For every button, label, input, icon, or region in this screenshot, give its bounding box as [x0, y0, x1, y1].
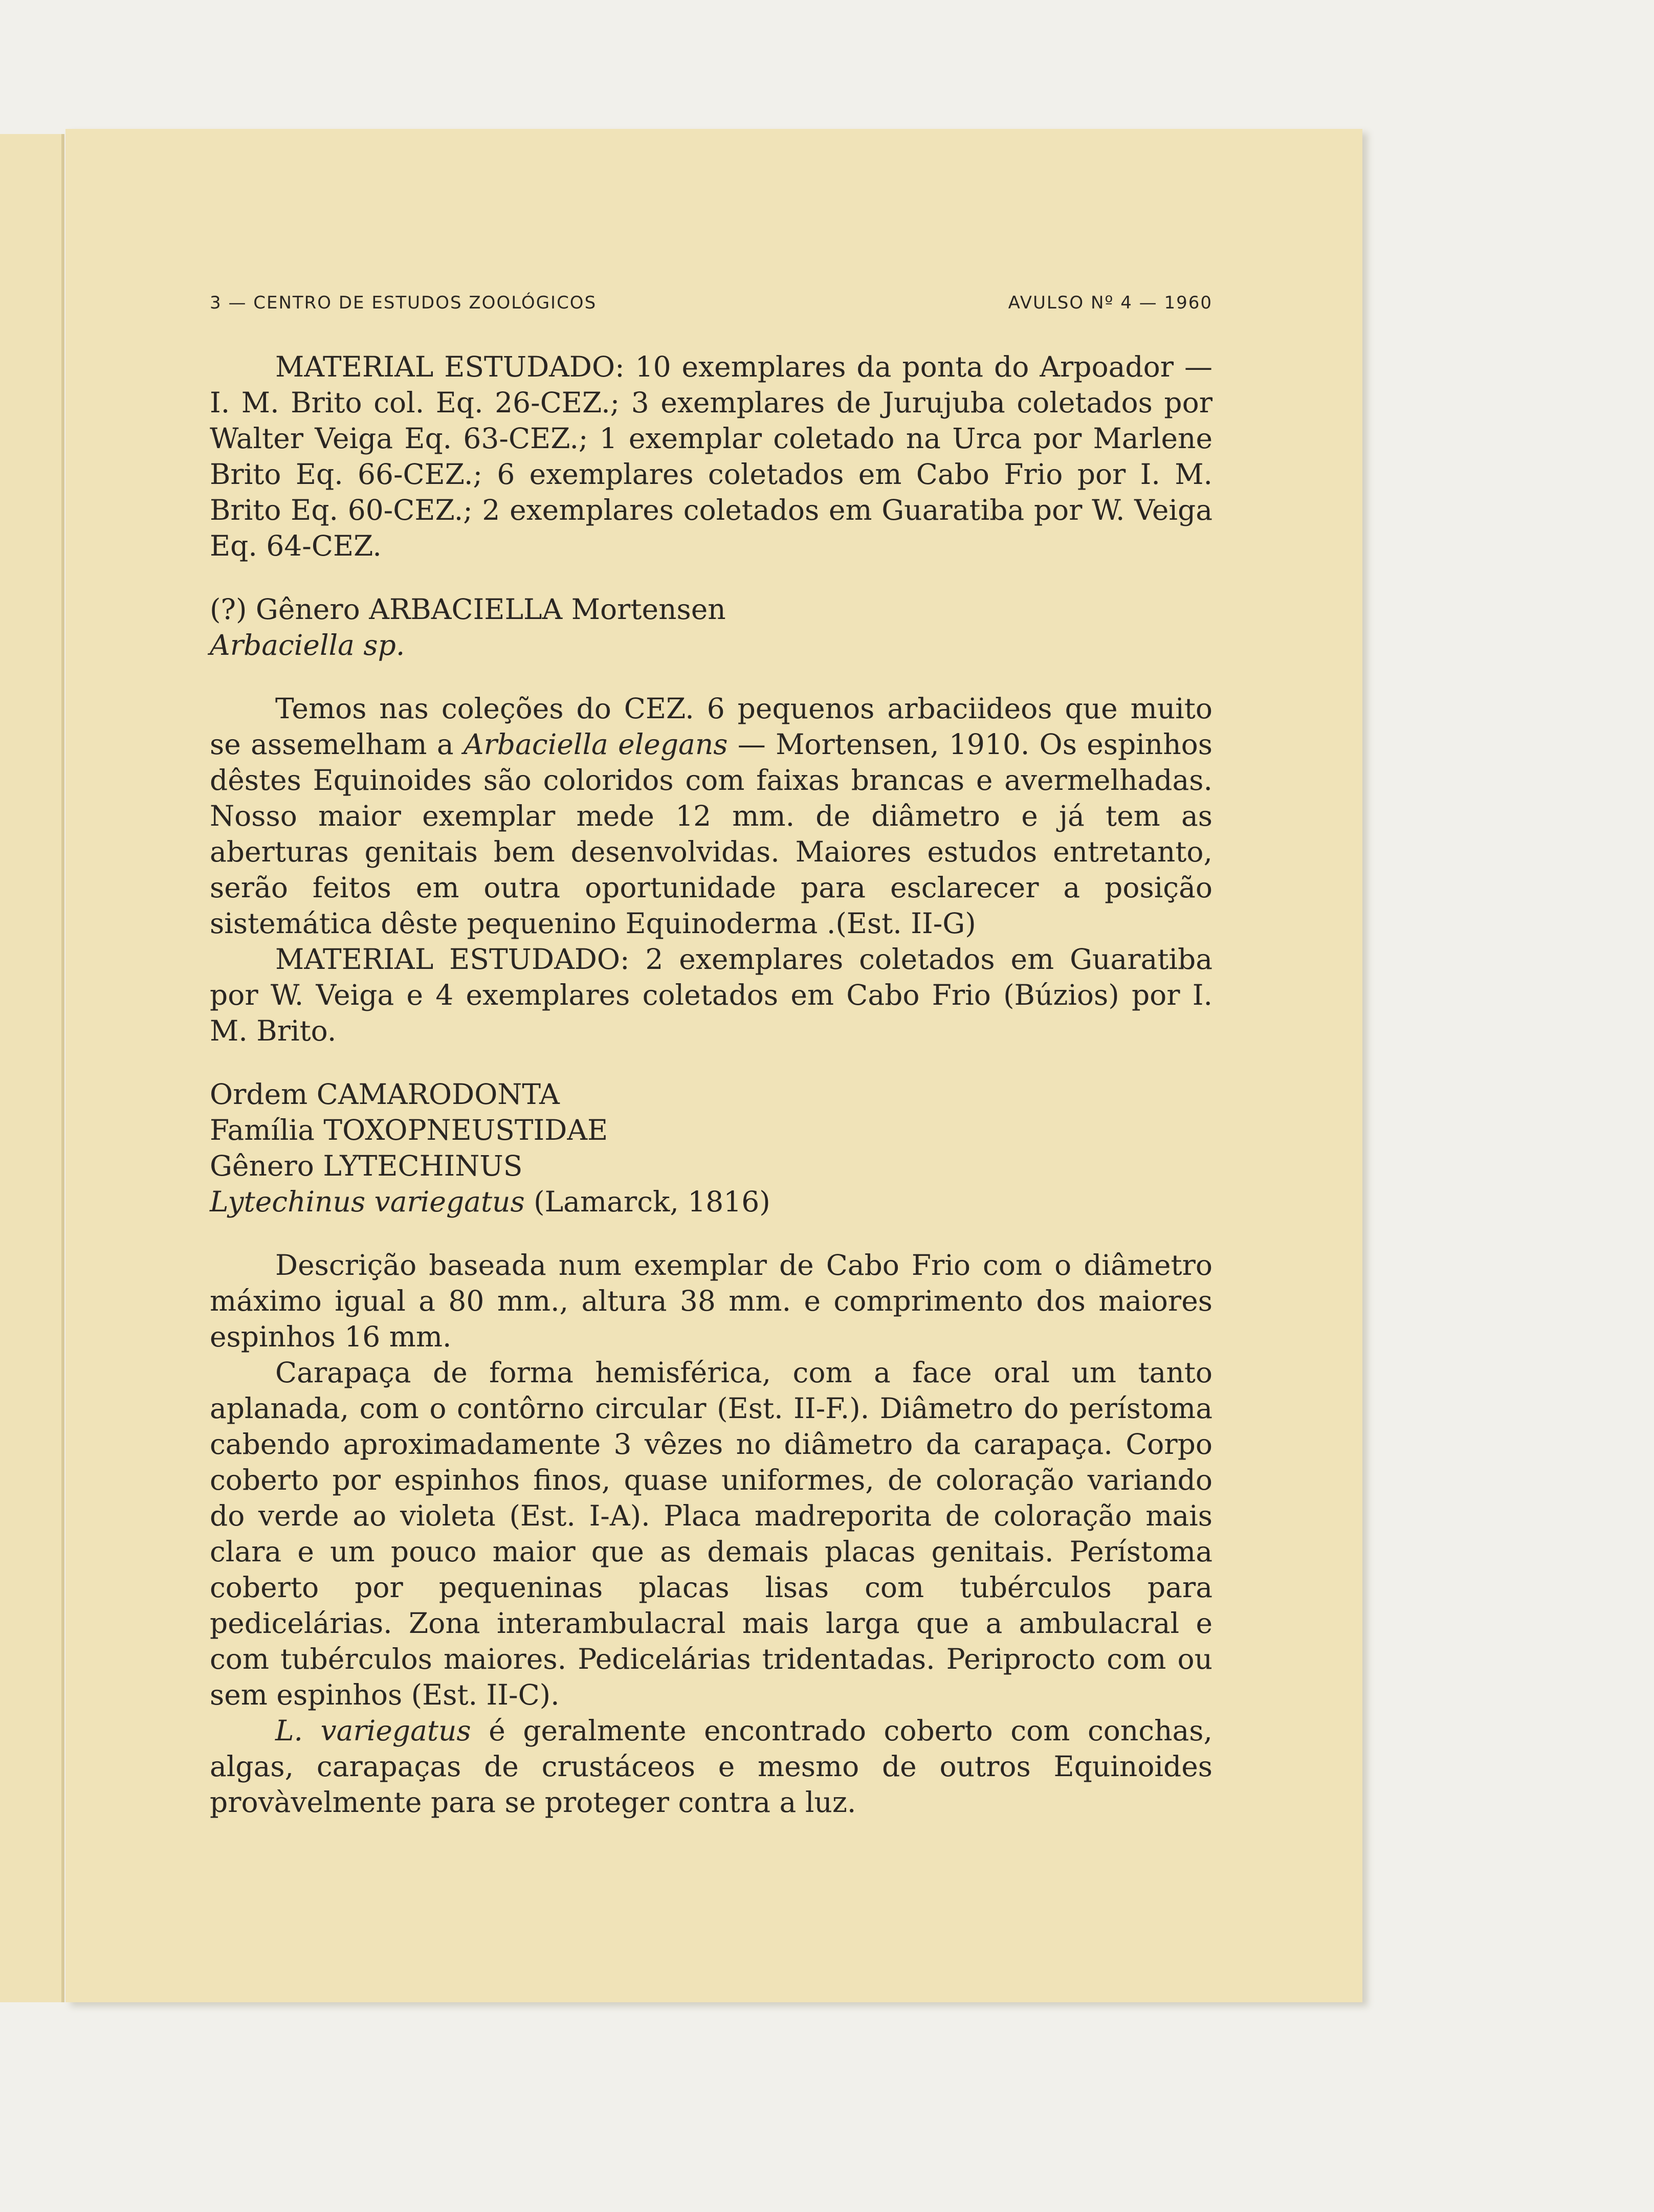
paragraph-description-basis: Descrição baseada num exemplar de Cabo Frio com o diâmetro máximo igual a 80 mm., altura 38 mm. e comprimento dos maiores espinhos 16 mm.	[210, 1249, 1212, 1353]
species-name-italic: Arbaciella elegans	[463, 728, 728, 761]
facing-page-edge	[0, 134, 64, 2002]
paragraph-material-1: MATERIAL ESTUDADO: 10 exemplares da ponta do Arpoador — I. M. Brito col. Eq. 26-CEZ.; 3 exemplares de Jurujuba coletados por Walter Veiga Eq. 63-CEZ.; 1 exemplar coletado na Urca por Marlene Brito Eq. 66-CEZ.; 6 exemplares coletados em Cabo Frio por I. M. Brito Eq. 60-CEZ.; 2 exemplares coletados em Guaratiba por W. Veiga Eq. 64-CEZ.	[210, 350, 1212, 562]
order-heading: Ordem CAMARODONTA	[210, 1078, 560, 1111]
paragraph-carapace: Carapaça de forma hemisférica, com a face oral um tanto aplanada, com o contôrno circular (Est. II-F.). Diâmetro do perístoma cabendo aproximadamente 3 vêzes no diâmetro da carapaça. Corpo coberto por espinhos finos, quase uniformes, de coloração variando do verde ao violeta (Est. I-A). Placa madreporita de coloração mais clara e um pouco maior que as demais placas genitais. Perístoma coberto por pequeninas placas lisas com tubérculos para pedicelárias. Zona interambulacral mais larga que a ambulacral e com tubérculos maiores. Pedicelárias tridentadas. Periprocto com ou sem espinhos (Est. II-C).	[210, 1356, 1212, 1711]
running-head-right: AVULSO Nº 4 — 1960	[1008, 293, 1212, 313]
text-span: é geralmente encontrado coberto com conchas, algas, carapaças de crustáceos e mesmo de outros Equinoides provàvelmente para se proteger contra a luz.	[210, 1714, 1213, 1819]
species-author: (Lamarck, 1816)	[524, 1185, 770, 1218]
genus-heading-lytechinus: Gênero LYTECHINUS	[210, 1149, 523, 1182]
body-text	[210, 349, 1212, 1820]
paragraph-material-2: MATERIAL ESTUDADO: 2 exemplares coletados em Guaratiba por W. Veiga e 4 exemplares coletados em Cabo Frio (Búzios) por I. M. Brito.	[210, 943, 1212, 1047]
genus-heading-arbaciella: (?) Gênero ARBACIELLA Mortensen	[210, 593, 726, 626]
species-heading-arbaciella	[210, 627, 1212, 663]
species-heading-lytechinus	[210, 1184, 1212, 1220]
paragraph-arbaciella-description	[210, 691, 1212, 941]
running-head-left: 3 — CENTRO DE ESTUDOS ZOOLÓGICOS	[210, 293, 597, 313]
document-page	[65, 129, 1362, 2002]
species-name-italic: L. variegatus	[275, 1714, 471, 1747]
species-name: Arbaciella sp.	[210, 629, 405, 661]
text-span: Temos nas coleções do CEZ. 6 pequenos arbaciideos que muito se assemelham a	[210, 692, 1212, 761]
text-span: — Mortensen, 1910. Os espinhos dêstes Equinoides são coloridos com faixas brancas e avermelhadas. Nosso maior exemplar mede 12 mm. de diâmetro e já tem as aberturas genitais bem desenvolvidas. Maiores estudos entretanto, serão feitos em outra oportunidade para esclarecer a posição sistemática dêste pequenino Equinoderma .(Est. II-G)	[210, 728, 1212, 940]
running-head	[210, 293, 1212, 318]
family-heading: Família TOXOPNEUSTIDAE	[210, 1114, 608, 1146]
paragraph-habit	[210, 1713, 1212, 1820]
species-name-italic: Lytechinus variegatus	[210, 1185, 525, 1218]
